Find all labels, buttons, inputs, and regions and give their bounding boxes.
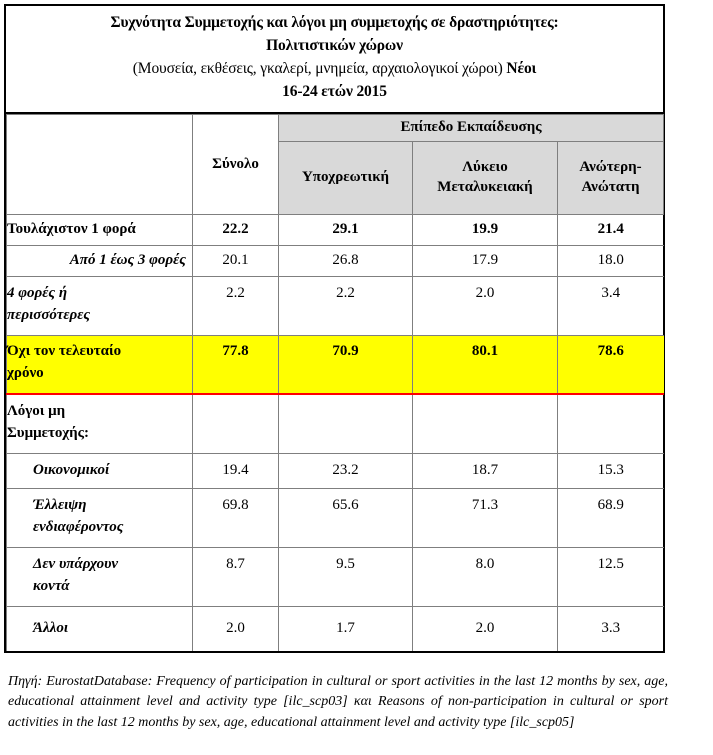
table-row (7, 453, 664, 488)
row-label-line-1: Λόγοι μη (7, 402, 66, 419)
cell-reasons-heading-compulsory (279, 394, 413, 454)
cell-at-least-once-upper-secondary: 19.9 (413, 214, 558, 245)
cell-one-to-three-compulsory: 26.8 (279, 245, 413, 276)
cell-at-least-once-total: 22.2 (193, 214, 279, 245)
cell-four-or-more-total: 2.2 (193, 276, 279, 335)
cell-reasons-heading-upper-secondary (413, 394, 558, 454)
cell-four-or-more-tertiary: 3.4 (558, 276, 664, 335)
cell-at-least-once-tertiary: 21.4 (558, 214, 664, 245)
cell-not-last-year-compulsory: 70.9 (279, 335, 413, 394)
cell-not-last-year-total: 77.8 (193, 335, 279, 394)
cell-none-nearby-tertiary: 12.5 (558, 547, 664, 606)
row-label-none-nearby (7, 547, 193, 606)
row-label-line-2: ενδιαφέροντος (33, 518, 124, 535)
header-education-level-group: Επίπεδο Εκπαίδευσης (279, 114, 664, 141)
cell-lack-of-interest-tertiary: 68.9 (558, 488, 664, 547)
cell-financial-upper-secondary: 18.7 (413, 453, 558, 488)
cell-other-compulsory: 1.7 (279, 606, 413, 651)
row-label-one-to-three-times: Από 1 έως 3 φορές (7, 245, 193, 276)
row-label-reasons-heading (7, 394, 193, 454)
row-label-other: Άλλοι (7, 606, 193, 651)
table-row (7, 276, 664, 335)
cell-four-or-more-upper-secondary: 2.0 (413, 276, 558, 335)
cell-other-total: 2.0 (193, 606, 279, 651)
table-row (7, 488, 664, 547)
table-row (7, 606, 664, 651)
row-label-line-1: Όχι τον τελευταίο (7, 342, 122, 359)
header-row-group (7, 114, 664, 141)
table-frame (4, 4, 665, 653)
cell-one-to-three-upper-secondary: 17.9 (413, 245, 558, 276)
title-line-3-emphasis: Νέοι (506, 59, 537, 77)
cell-other-tertiary: 3.3 (558, 606, 664, 651)
table-row-section-header (7, 394, 664, 454)
title-line-4: 16-24 ετών 2015 (282, 82, 387, 100)
cell-financial-tertiary: 15.3 (558, 453, 664, 488)
cell-lack-of-interest-total: 69.8 (193, 488, 279, 547)
row-label-line-2: Συμμετοχής: (7, 424, 90, 441)
row-label-line-2: χρόνο (7, 364, 44, 381)
cell-at-least-once-compulsory: 29.1 (279, 214, 413, 245)
header-tertiary: Ανώτερη-Ανώτατη (558, 141, 664, 214)
row-label-line-1: 4 φορές ή (7, 284, 68, 301)
table-row-highlighted (7, 335, 664, 394)
title-line-2: Πολιτιστικών χώρων (266, 36, 403, 54)
header-compulsory: Υποχρεωτική (279, 141, 413, 214)
cell-one-to-three-tertiary: 18.0 (558, 245, 664, 276)
header-total: Σύνολο (193, 114, 279, 214)
row-label-at-least-once: Τουλάχιστον 1 φορά (7, 214, 193, 245)
table-row (7, 245, 664, 276)
cell-financial-total: 19.4 (193, 453, 279, 488)
cell-reasons-heading-tertiary (558, 394, 664, 454)
row-label-line-1: Έλλειψη (33, 496, 87, 513)
row-label-financial: Οικονομικοί (7, 453, 193, 488)
row-label-line-2: περισσότερες (7, 306, 91, 323)
table-header (7, 114, 664, 214)
header-corner-blank (7, 114, 193, 214)
table-row (7, 547, 664, 606)
cell-other-upper-secondary: 2.0 (413, 606, 558, 651)
row-label-lack-of-interest (7, 488, 193, 547)
row-label-line-1: Δεν υπάρχουν (33, 555, 119, 572)
title-line-1: Συχνότητα Συμμετοχής και λόγοι μη συμμετοχής σε δραστηριότητες: (110, 14, 559, 31)
title-line-3 (16, 58, 653, 81)
table-title-block (6, 6, 663, 114)
source-note: Πηγή: EurostatDatabase: Frequency of participation in cultural or sport activities in the last 12 months by sex, age, educational attainment level and activity type [ilc_scp03] και Reasons of non-participation in cultural or sport activities in the last 12 months by sex, age, educational attainment level and activity type [ilc_scp05] (8, 674, 668, 730)
cell-none-nearby-total: 8.7 (193, 547, 279, 606)
row-label-not-last-year (7, 335, 193, 394)
row-label-line-2: κοντά (33, 577, 70, 594)
cell-four-or-more-compulsory: 2.2 (279, 276, 413, 335)
cell-not-last-year-upper-secondary: 80.1 (413, 335, 558, 394)
cell-lack-of-interest-compulsory: 65.6 (279, 488, 413, 547)
cell-one-to-three-total: 20.1 (193, 245, 279, 276)
table-body (7, 214, 664, 651)
cell-none-nearby-upper-secondary: 8.0 (413, 547, 558, 606)
cell-financial-compulsory: 23.2 (279, 453, 413, 488)
table-row (7, 214, 664, 245)
cell-not-last-year-tertiary: 78.6 (558, 335, 664, 394)
cell-lack-of-interest-upper-secondary: 71.3 (413, 488, 558, 547)
row-label-four-or-more-times (7, 276, 193, 335)
header-upper-secondary: Λύκειο Μεταλυκειακή (413, 141, 558, 214)
title-line-3-parenthetical: (Μουσεία, εκθέσεις, γκαλερί, μνημεία, αρχαιολογικοί χώροι) (132, 59, 507, 77)
cell-none-nearby-compulsory: 9.5 (279, 547, 413, 606)
cell-reasons-heading-total (193, 394, 279, 454)
data-table (6, 114, 664, 651)
